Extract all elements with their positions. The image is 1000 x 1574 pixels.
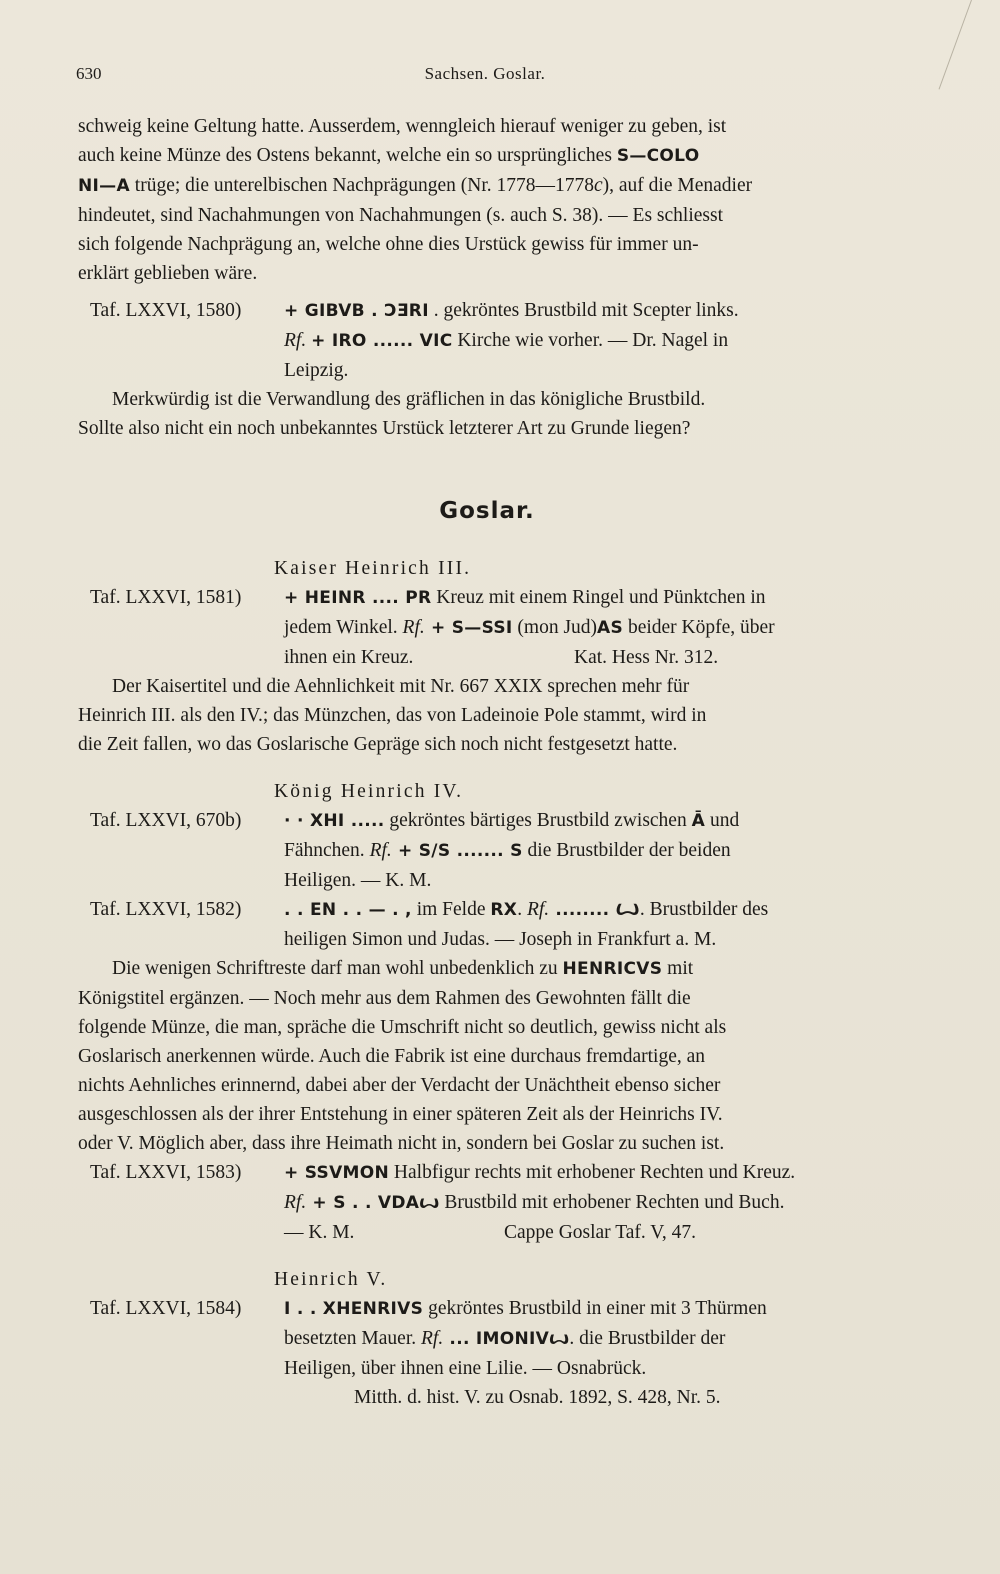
coin-entry-1584: Taf. LXXVI, 1584) I . . XHENRIVS gekröntes Brustbild in einer mit 3 Thürmen besetzten Mauer. Rf. ... IMONIVꙍ. die Brustbilder der Heiligen, über ihnen eine Lilie. — Osnabrück. Mitth. d. hist. V. zu Osnab. 1892, S. 428, Nr. 5. xyxy=(78,1294,896,1412)
body-text xyxy=(78,112,896,1412)
coin-legend: + IRO ...... VIC xyxy=(311,331,453,351)
coin-legend: + HEINR .... PR xyxy=(284,588,432,608)
coin-entry-1580: Taf. LXXVI, 1580) + GIBVB . ƆƎRI . gekröntes Brustbild mit Scepter links. Rf. + IRO ...... VIC Kirche wie vorher. — Dr. Nagel in Leipzig. xyxy=(78,296,896,385)
ruler-heading: Heinrich V. xyxy=(274,1269,388,1290)
coin-legend: . . EN . . — . , xyxy=(284,900,412,920)
paragraph-line: Die wenigen Schriftreste darf man wohl unbedenklich zu HENRICVS mit xyxy=(112,958,694,979)
paragraph-line: Sollte also nicht ein noch unbekanntes Urstück letzterer Art zu Grunde liegen? xyxy=(78,418,691,439)
page-number: 630 xyxy=(76,64,102,83)
citation: Cappe Goslar Taf. V, 47. xyxy=(504,1222,696,1243)
paragraph-line: Königstitel ergänzen. — Noch mehr aus dem Rahmen des Gewohnten fällt die xyxy=(78,988,691,1009)
coin-entry-1583: Taf. LXXVI, 1583) + SSVMON Halbfigur rechts mit erhobener Rechten und Kreuz. Rf. + S . . VDAꙍ Brustbild mit erhobener Rechten und Buch. — K. M. Cappe Goslar Taf. V, 47. xyxy=(78,1158,896,1247)
coin-legend: · · XHI ..... xyxy=(284,811,385,831)
coin-legend: I . . XHENRIVS xyxy=(284,1299,424,1319)
paragraph-line: Heinrich III. als den IV.; das Münzchen, das von Ladeinoie Pole stammt, wird in xyxy=(78,705,707,726)
intro-line: hindeutet, sind Nachahmungen von Nachahmungen (s. auch S. 38). — Es schliesst xyxy=(78,205,723,226)
reverse-marker: Rf. xyxy=(421,1328,444,1349)
reverse-marker: Rf. xyxy=(369,840,392,861)
reverse-marker: Rf. xyxy=(284,330,307,351)
reverse-marker: Rf. xyxy=(402,617,425,638)
paragraph-line: oder V. Möglich aber, dass ihre Heimath nicht in, sondern bei Goslar zu suchen ist. xyxy=(78,1133,725,1154)
reverse-marker: Rf. xyxy=(284,1192,307,1213)
citation: Kat. Hess Nr. 312. xyxy=(574,647,719,668)
section-title: Goslar. xyxy=(439,498,535,524)
coin-entry-1582: Taf. LXXVI, 1582) . . EN . . — . , im Felde RX. Rf. ........ Ꙍ. Brustbilder des heiligen Simon und Judas. — Joseph in Frankfurt a. M. xyxy=(78,895,896,954)
coin-legend: HENRICVS xyxy=(562,959,663,979)
coin-entry-1581: Taf. LXXVI, 1581) + HEINR .... PR Kreuz mit einem Ringel und Pünktchen in jedem Winkel. Rf. + S—SSI (mon Jud)AS beider Köpfe, über ihnen ein Kreuz. Kat. Hess Nr. 312. xyxy=(78,583,896,672)
coin-legend: + GIBVB . ƆƎRI xyxy=(284,301,429,321)
coin-legend: RX xyxy=(490,900,518,920)
intro-line: auch keine Münze des Ostens bekannt, welche ein so ursprüngliches S—COLO xyxy=(78,145,700,166)
coin-legend: + SSVMON xyxy=(284,1163,390,1183)
paragraph-line: Merkwürdig ist die Verwandlung des gräflichen in das königliche Brustbild. xyxy=(112,389,706,410)
coin-legend: S—COLO xyxy=(616,146,700,166)
paragraph-line: folgende Münze, die man, spräche die Umschrift nicht so deutlich, gewiss nicht als xyxy=(78,1017,727,1038)
coin-legend: NI—A xyxy=(78,176,130,196)
ruler-heading: König Heinrich IV. xyxy=(274,781,464,802)
coin-legend: + S—SSI xyxy=(424,618,513,638)
coin-legend: AS xyxy=(597,618,624,638)
ruler-heading: Kaiser Heinrich III. xyxy=(274,558,472,579)
running-title: Sachsen. Goslar. xyxy=(424,64,546,83)
plate-reference: Taf. LXXVI, 1580) xyxy=(90,300,242,321)
paragraph-line: ausgeschlossen als der ihrer Entstehung in einer späteren Zeit als der Heinrichs IV. xyxy=(78,1104,723,1125)
coin-legend: ... IMONIVꙍ xyxy=(443,1329,570,1349)
plate-reference: Taf. LXXVI, 1582) xyxy=(90,899,242,920)
reverse-marker: Rf. xyxy=(526,899,550,920)
intro-line: erklärt geblieben wäre. xyxy=(78,263,258,284)
coin-entry-670b: Taf. LXXVI, 670b) · · XHI ..... gekröntes bärtiges Brustbild zwischen Ā und Fähnchen. Rf. + S/S ....... S die Brustbilder der beiden Heiligen. — K. M. xyxy=(78,806,896,895)
intro-line: NI—A trüge; die unterelbischen Nachprägungen (Nr. 1778—1778c), auf die Menadier xyxy=(78,175,753,196)
coin-legend: ........ Ꙍ xyxy=(549,900,640,920)
plate-reference: Taf. LXXVI, 670b) xyxy=(90,810,242,831)
intro-line: schweig keine Geltung hatte. Ausserdem, wenngleich hierauf weniger zu geben, ist xyxy=(78,116,727,137)
plate-reference: Taf. LXXVI, 1584) xyxy=(90,1298,242,1319)
citation: Mitth. d. hist. V. zu Osnab. 1892, S. 428, Nr. 5. xyxy=(354,1387,721,1408)
page-header xyxy=(76,64,894,88)
paragraph-line: die Zeit fallen, wo das Goslarische Gepräge sich noch nicht festgesetzt hatte. xyxy=(78,734,678,755)
paragraph-line: nichts Aehnliches erinnernd, dabei aber der Verdacht der Unächtheit ebenso sicher xyxy=(78,1075,721,1096)
paragraph-line: Der Kaisertitel und die Aehnlichkeit mit Nr. 667 XXIX sprechen mehr für xyxy=(112,676,690,697)
plate-reference: Taf. LXXVI, 1581) xyxy=(90,587,242,608)
paragraph-line: Goslarisch anerkennen würde. Auch die Fabrik ist eine durchaus fremdartige, an xyxy=(78,1046,706,1067)
coin-legend: + S . . VDAꙍ xyxy=(306,1193,440,1213)
intro-line: sich folgende Nachprägung an, welche ohne dies Urstück gewiss für immer un- xyxy=(78,234,699,255)
plate-reference: Taf. LXXVI, 1583) xyxy=(90,1162,242,1183)
coin-legend: Ā xyxy=(691,811,706,831)
coin-legend: + S/S ....... S xyxy=(391,841,523,861)
